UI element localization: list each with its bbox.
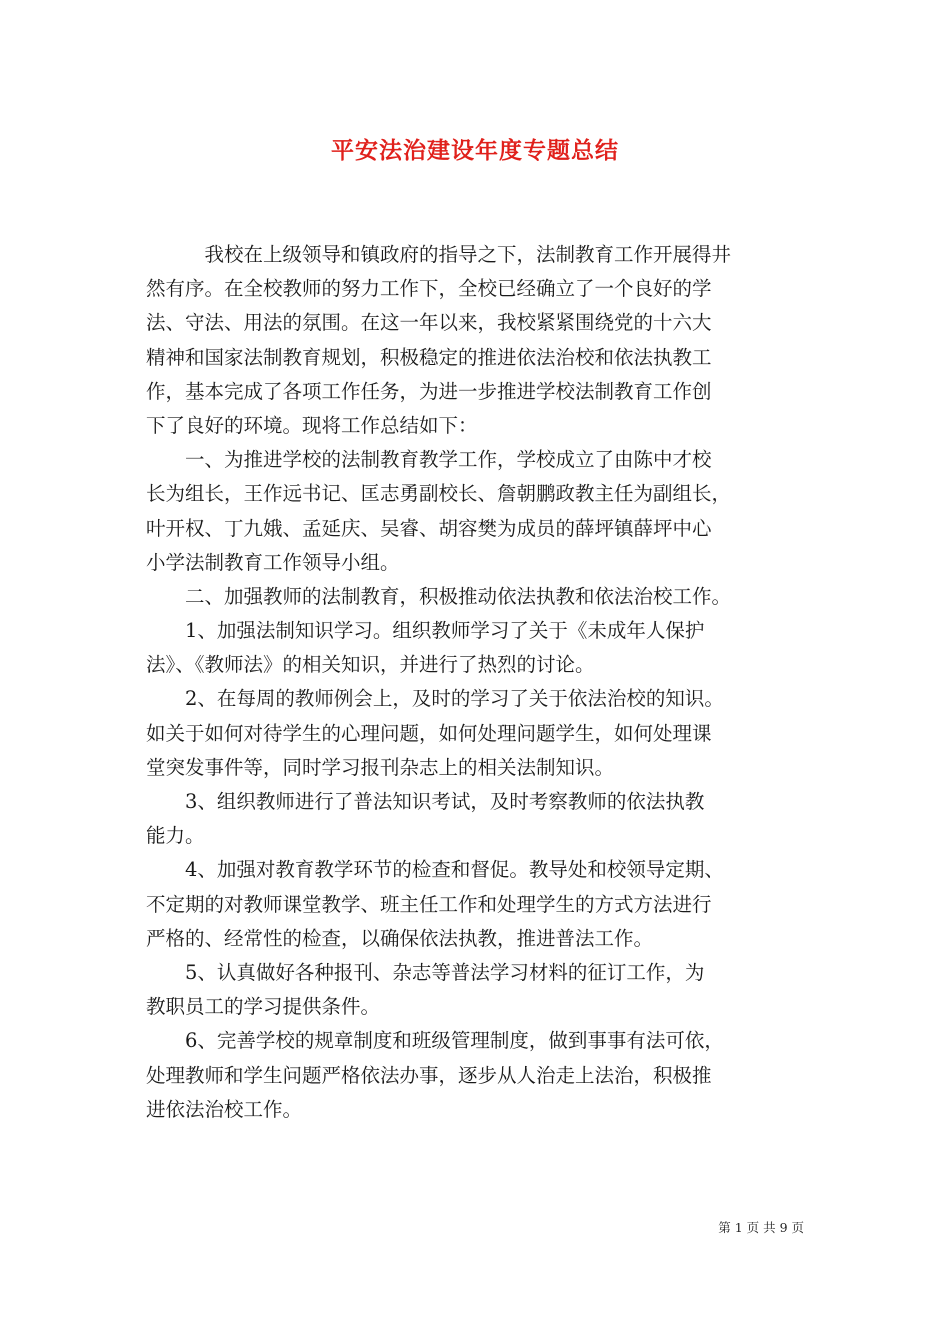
body-line: 教职员工的学习提供条件。 (146, 995, 381, 1019)
body-line: 进依法治校工作。 (146, 1097, 303, 1121)
body-line: 我校在上级领导和镇政府的指导之下，法制教育工作开展得井 (146, 243, 732, 266)
body-line: 作，基本完成了各项工作任务，为进一步推进学校法制教育工作创 (146, 379, 712, 403)
body-line: 堂突发事件等，同时学习报刊杂志上的相关法制知识。 (146, 755, 615, 779)
body-line: 6、完善学校的规章制度和班级管理制度，做到事事有法可依， (146, 1029, 724, 1053)
body-line: 二、加强教师的法制教育，积极推动依法执教和依法治校工作。 (146, 584, 732, 608)
body-line: 2、在每周的教师例会上，及时的学习了关于依法治校的知识。 (146, 687, 724, 711)
body-line: 精神和国家法制教育规划，积极稳定的推进依法治校和依法执教工 (146, 345, 712, 369)
body-line: 严格的、经常性的检查，以确保依法执教，推进普法工作。 (146, 926, 654, 950)
body-line: 下了良好的环境。现将工作总结如下： (146, 413, 478, 437)
body-line: 能力。 (146, 824, 205, 848)
body-line: 5、认真做好各种报刊、杂志等普法学习材料的征订工作，为 (146, 960, 705, 984)
body-line: 一、为推进学校的法制教育教学工作，学校成立了由陈中才校 (146, 448, 712, 472)
body-line: 然有序。在全校教师的努力工作下，全校已经确立了一个良好的学 (146, 277, 712, 301)
body-line: 处理教师和学生问题严格依法办事，逐步从人治走上法治，积极推 (146, 1063, 712, 1087)
document-title: 平安法治建设年度专题总结 (331, 137, 619, 164)
body-line: 法》、《教师法》的相关知识，并进行了热烈的讨论。 (146, 653, 595, 677)
body-line: 1、加强法制知识学习。组织教师学习了关于《未成年人保护 (146, 619, 705, 643)
body-line: 如关于如何对待学生的心理问题，如何处理问题学生，如何处理课 (146, 721, 712, 745)
body-line: 小学法制教育工作领导小组。 (146, 550, 400, 574)
body-line: 叶开权、丁九娥、孟延庆、吴睿、胡容樊为成员的薛坪镇薛坪中心 (146, 516, 712, 540)
body-line: 不定期的对教师课堂教学、班主任工作和处理学生的方式方法进行 (146, 892, 712, 916)
body-line: 3、组织教师进行了普法知识考试，及时考察教师的依法执教 (146, 790, 705, 813)
body-line: 法、守法、用法的氛围。在这一年以来，我校紧紧围绕党的十六大 (146, 311, 712, 335)
document-body (146, 238, 810, 1127)
body-line: 长为组长，王作远书记、匡志勇副校长、詹朝鹏政教主任为副组长， (146, 482, 732, 506)
page-footer: 第 1 页 共 9 页 (718, 1220, 804, 1235)
body-line: 4、加强对教育教学环节的检查和督促。教导处和校领导定期、 (146, 858, 724, 882)
